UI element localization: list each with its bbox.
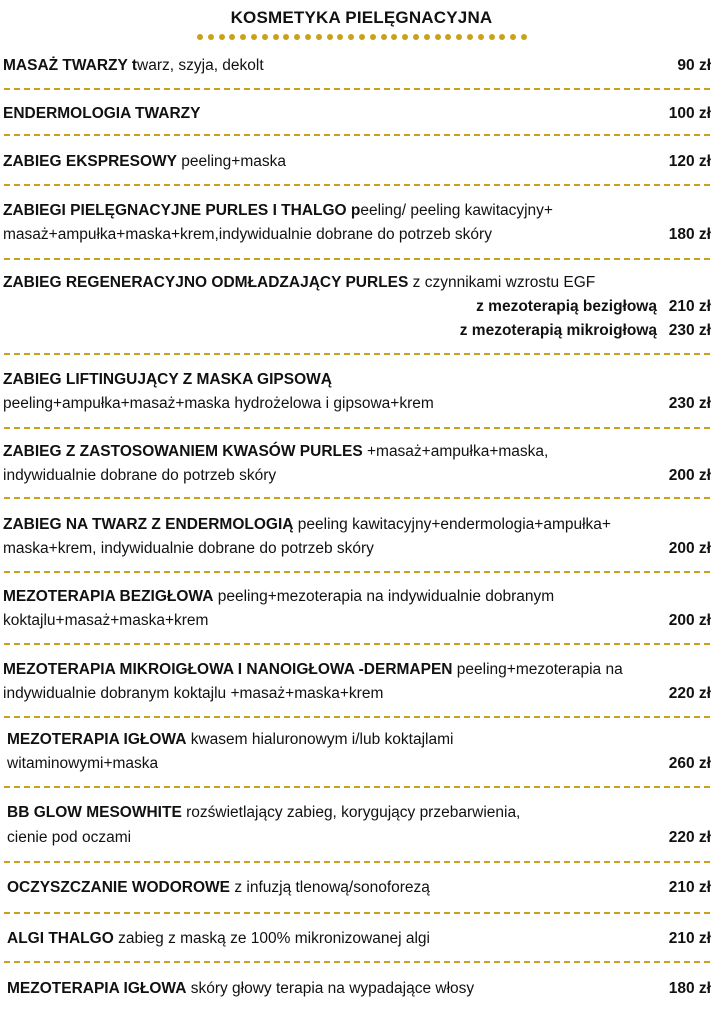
service-name: ENDERMOLOGIA TWARZY xyxy=(3,105,201,122)
dashed-separator xyxy=(4,184,710,186)
service-name: MEZOTERAPIA MIKROIGŁOWA I NANOIGŁOWA -DERMAPEN xyxy=(3,661,453,678)
service-description: skóry głowy terapia na wypadające włosy xyxy=(186,980,475,997)
service-price: 230 zł xyxy=(668,395,711,412)
service-line xyxy=(3,515,611,535)
dashed-separator xyxy=(4,571,710,573)
service-line xyxy=(7,803,520,823)
service-price: 200 zł xyxy=(668,612,711,629)
service-line xyxy=(3,442,548,462)
service-price: 100 zł xyxy=(668,105,711,122)
service-price: 210 zł xyxy=(668,930,711,947)
service-description: +masaż+ampułka+maska, xyxy=(362,443,549,460)
service-name: MASAŻ TWARZY t xyxy=(3,57,138,74)
service-option: z mezoterapią mikroigłową xyxy=(459,322,657,339)
service-name: BB GLOW MESOWHITE xyxy=(7,804,182,821)
service-description-line: indywidualnie dobranym koktajlu +masaż+maska+krem xyxy=(3,685,384,702)
service-name: MEZOTERAPIA IGŁOWA xyxy=(7,980,187,997)
service-description: rozświetlający zabieg, korygujący przebarwienia, xyxy=(181,804,521,821)
service-price: 90 zł xyxy=(677,57,711,74)
service-option: z mezoterapią bezigłową xyxy=(476,298,657,315)
service-price: 120 zł xyxy=(668,153,711,170)
dashed-separator xyxy=(4,786,710,788)
dashed-separator xyxy=(4,912,710,914)
dashed-separator xyxy=(4,258,710,260)
service-line xyxy=(3,370,332,390)
service-name: ALGI THALGO xyxy=(7,930,114,947)
service-description-line: indywidualnie dobrane do potrzeb skóry xyxy=(3,467,277,484)
service-price: 210 zł xyxy=(668,879,711,896)
service-price: 210 zł xyxy=(668,298,711,315)
service-line xyxy=(7,730,453,750)
service-price: 220 zł xyxy=(668,829,711,846)
service-name: ZABIEG LIFTINGUJĄCY Z MASKA GIPSOWĄ xyxy=(3,371,332,388)
dashed-separator xyxy=(4,716,710,718)
service-description: warz, szyja, dekolt xyxy=(137,57,264,74)
dashed-separator xyxy=(4,861,710,863)
service-description-line: maska+krem, indywidualnie dobrane do potrzeb skóry xyxy=(3,540,374,557)
service-description-line: witaminowymi+maska xyxy=(7,755,159,772)
service-description: peeling kawitacyjny+endermologia+ampułka+ xyxy=(293,516,611,533)
dashed-separator xyxy=(4,961,710,963)
dashed-separator xyxy=(4,497,710,499)
service-line xyxy=(7,979,474,999)
service-name: OCZYSZCZANIE WODOROWE xyxy=(7,879,231,896)
service-description-line: cienie pod oczami xyxy=(7,829,132,846)
service-price: 230 zł xyxy=(668,322,711,339)
service-name: ZABIEG REGENERACYJNO ODMŁADZAJĄCY PURLES xyxy=(3,274,409,291)
service-line xyxy=(3,104,200,124)
service-description: peeling+mezoterapia na xyxy=(452,661,623,678)
service-description: z infuzją tlenową/sonoforezą xyxy=(230,879,430,896)
service-line xyxy=(3,273,595,293)
dashed-separator xyxy=(4,134,710,136)
service-description-line: masaż+ampułka+maska+krem,indywidualnie dobrane do potrzeb skóry xyxy=(3,226,492,243)
dashed-separator xyxy=(4,88,710,90)
service-name: ZABIEG EKSPRESOWY xyxy=(3,153,177,170)
service-line xyxy=(3,587,554,607)
dashed-separator xyxy=(4,427,710,429)
service-line xyxy=(3,56,264,76)
page-title: KOSMETYKA PIELĘGNACYJNA xyxy=(230,8,493,27)
service-name: MEZOTERAPIA BEZIGŁOWA xyxy=(3,588,214,605)
service-description-line: koktajlu+masaż+maska+krem xyxy=(3,612,209,629)
service-description: peeling+mezoterapia na indywidualnie dobranym xyxy=(213,588,555,605)
service-description-line: peeling+ampułka+masaż+maska hydrożelowa i gipsowa+krem xyxy=(3,395,434,412)
service-line xyxy=(3,660,623,680)
service-name: ZABIEG NA TWARZ Z ENDERMOLOGIĄ xyxy=(3,516,294,533)
service-line xyxy=(3,201,553,221)
service-description: z czynnikami wzrostu EGF xyxy=(408,274,596,291)
service-name: ZABIEG Z ZASTOSOWANIEM KWASÓW PURLES xyxy=(3,443,363,460)
service-description: zabieg z maską ze 100% mikronizowanej algi xyxy=(113,930,430,947)
service-name: MEZOTERAPIA IGŁOWA xyxy=(7,731,187,748)
service-description: peeling+maska xyxy=(176,153,286,170)
service-line xyxy=(3,152,286,172)
dashed-separator xyxy=(4,353,710,355)
service-description: kwasem hialuronowym i/lub koktajlami xyxy=(186,731,454,748)
service-name: ZABIEGI PIELĘGNACYJNE PURLES I THALGO p xyxy=(3,202,361,219)
service-price: 200 zł xyxy=(668,540,711,557)
gold-dot-divider xyxy=(197,33,527,41)
service-description: eeling/ peeling kawitacyjny+ xyxy=(360,202,553,219)
service-line xyxy=(7,878,430,898)
service-price: 200 zł xyxy=(668,467,711,484)
service-line xyxy=(7,929,430,949)
dashed-separator xyxy=(4,643,710,645)
service-price: 220 zł xyxy=(668,685,711,702)
service-price: 260 zł xyxy=(668,755,711,772)
service-price: 180 zł xyxy=(668,980,711,997)
service-price: 180 zł xyxy=(668,226,711,243)
